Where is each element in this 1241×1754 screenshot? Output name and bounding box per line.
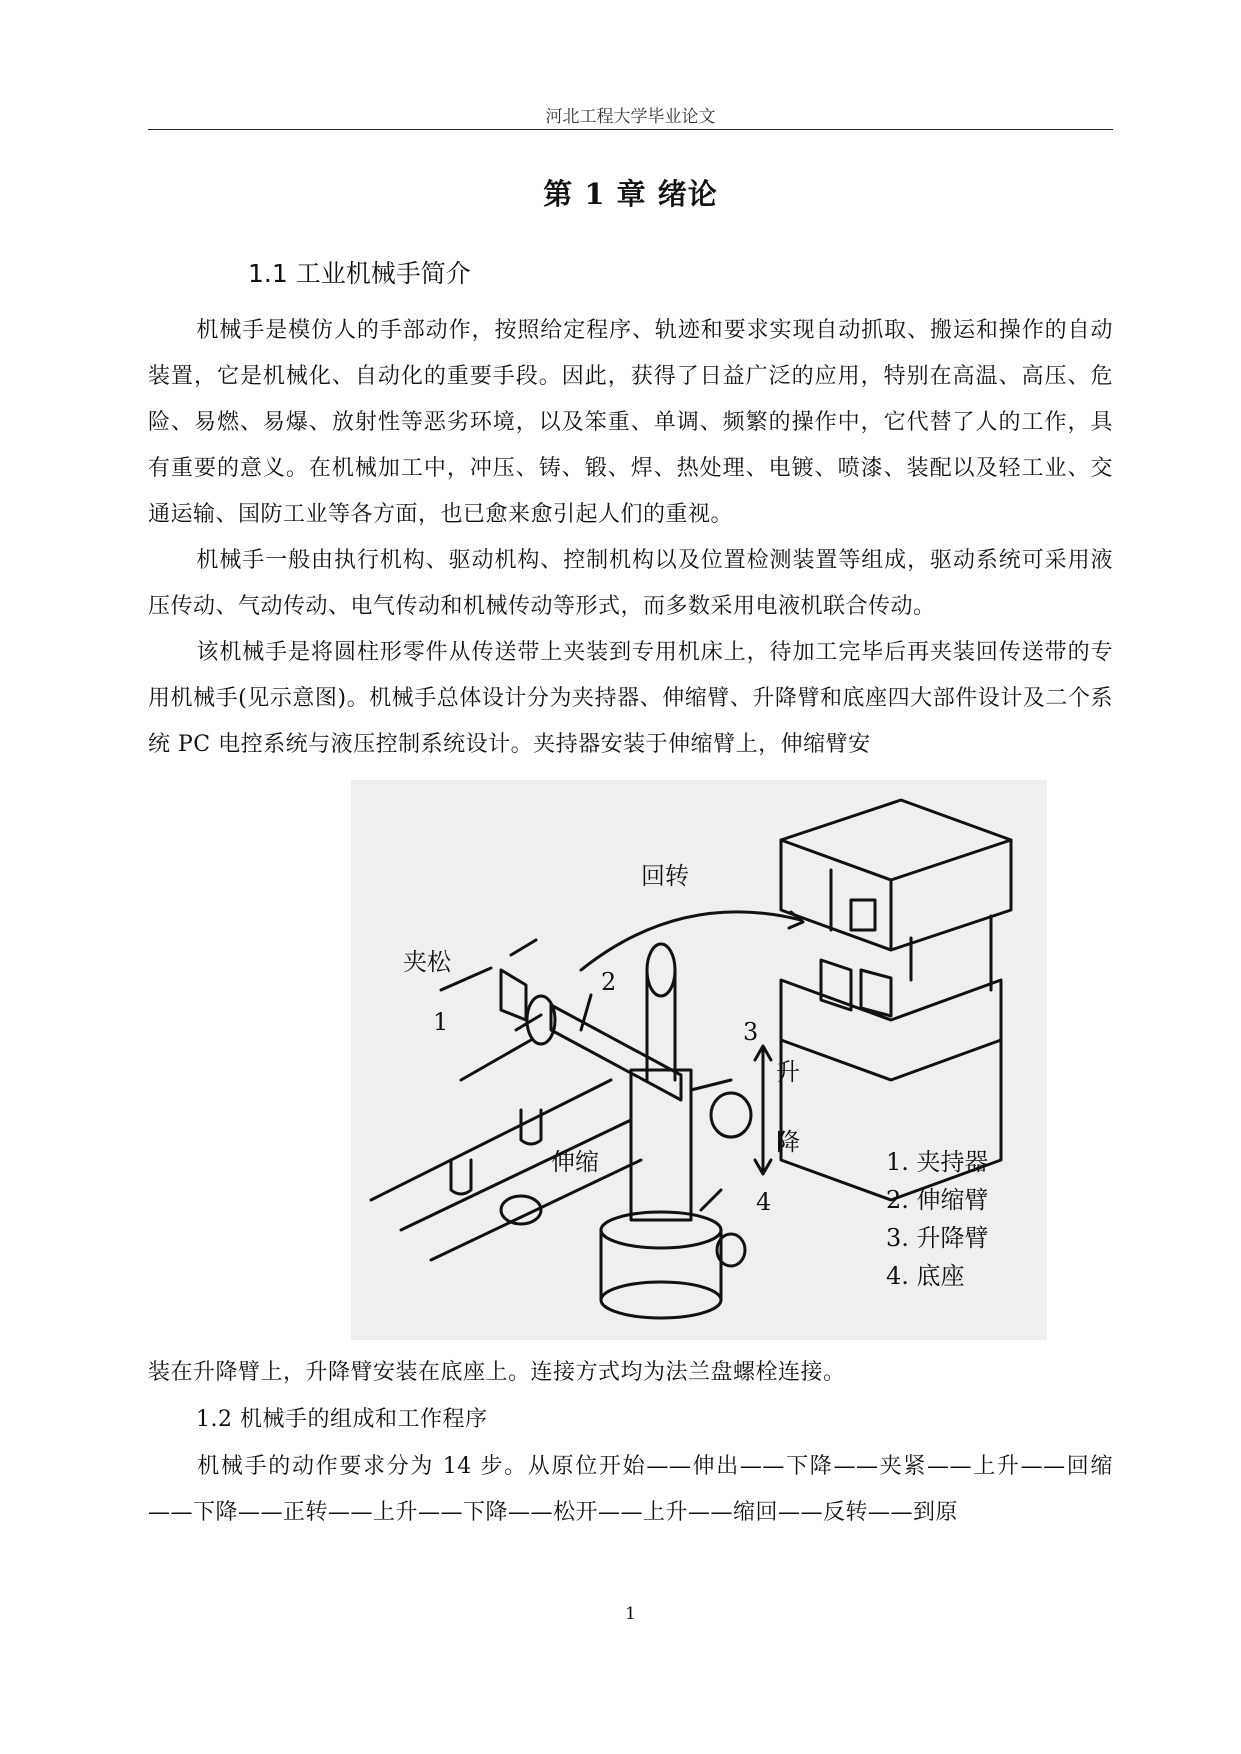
section-title: 1.1 工业机械手简介 bbox=[248, 259, 471, 288]
label-num-1: 1 bbox=[433, 1008, 449, 1036]
chapter-title: 第 1 章 绪论 bbox=[543, 177, 718, 211]
paragraph-text: 机械手一般由执行机构、驱动机构、控制机构以及位置检测装置等组成，驱动系统可采用液压传动、气动传动、电气传动和机械传动等形式，而多数采用电液机联合传动。 bbox=[148, 548, 1113, 619]
header-rule bbox=[148, 129, 1113, 130]
page-number: 1 bbox=[625, 1604, 636, 1624]
label-num-4: 4 bbox=[756, 1188, 772, 1216]
label-num-2: 2 bbox=[601, 968, 617, 996]
paragraph-text: 机械手的动作要求分为 14 步。从原位开始——伸出——下降——夹紧——上升——回缩——下降——正转——上升——下降——松开——上升——缩回——反转——到原 bbox=[148, 1454, 1113, 1525]
label-lift-1: 升 bbox=[776, 1058, 800, 1086]
paragraph-text: 装在升降臂上，升降臂安装在底座上。连接方式均为法兰盘螺栓连接。 bbox=[148, 1360, 846, 1385]
label-telescope: 伸缩 bbox=[551, 1148, 599, 1176]
paragraph bbox=[148, 630, 1113, 768]
legend-item-4: 4. 底座 bbox=[886, 1262, 965, 1290]
manipulator-sketch-figure bbox=[351, 780, 1047, 1340]
paragraph-text: 机械手是模仿人的手部动作，按照给定程序、轨迹和要求实现自动抓取、搬运和操作的自动装置，它是机械化、自动化的重要手段。因此，获得了日益广泛的应用，特别在高温、高压、危险、易燃、易爆、放射性等恶劣环境，以及笨重、单调、频繁的操作中，它代替了人的工作，具有重要的意义。在机械加工中，冲压、铸、锻、焊、热处理、电镀、喷漆、装配以及轻工业、交通运输、国防工业等各方面，也已愈来愈引起人们的重视。 bbox=[148, 318, 1113, 527]
subsection-title bbox=[148, 1397, 1113, 1443]
paragraph-text: 该机械手是将圆柱形零件从传送带上夹装到专用机床上，待加工完毕后再夹装回传送带的专用机械手(见示意图)。机械手总体设计分为夹持器、伸缩臂、升降臂和底座四大部件设计及二个系统 PC 电控系统与液压控制系统设计。夹持器安装于伸缩臂上，伸缩臂安 bbox=[148, 640, 1113, 757]
manipulator-sketch bbox=[351, 780, 1047, 1340]
label-rotate: 回转 bbox=[641, 862, 689, 890]
legend-item-2: 2. 伸缩臂 bbox=[886, 1186, 989, 1214]
subsection-title-text: 1.2 机械手的组成和工作程序 bbox=[196, 1407, 488, 1432]
paragraph bbox=[148, 1444, 1113, 1536]
running-header: 河北工程大学毕业论文 bbox=[545, 107, 716, 127]
label-lift-2: 降 bbox=[776, 1128, 800, 1156]
paragraph bbox=[148, 308, 1113, 538]
paragraph bbox=[148, 1350, 1113, 1396]
paragraph bbox=[148, 538, 1113, 630]
label-num-3: 3 bbox=[743, 1018, 759, 1046]
label-clamp: 夹松 bbox=[403, 948, 451, 976]
legend-item-1: 1. 夹持器 bbox=[886, 1148, 989, 1176]
legend-item-3: 3. 升降臂 bbox=[886, 1224, 989, 1252]
